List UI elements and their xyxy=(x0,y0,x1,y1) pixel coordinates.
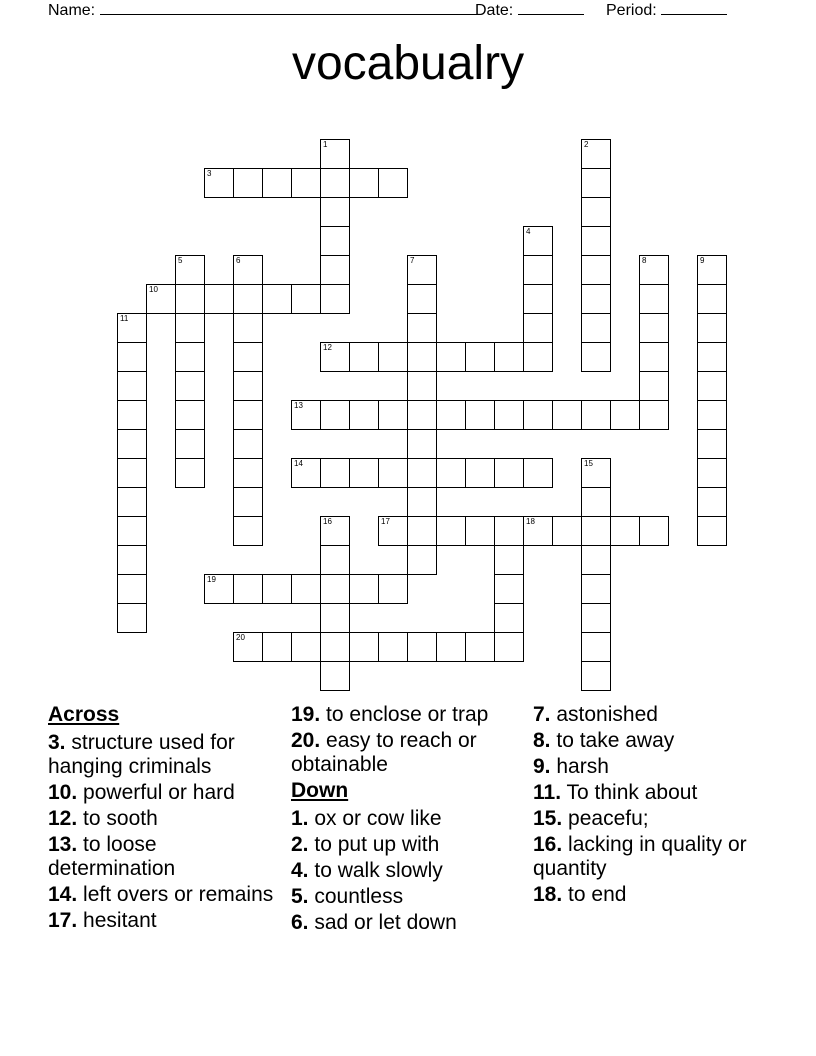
grid-cell[interactable] xyxy=(639,284,669,314)
clue-item-number: 18. xyxy=(533,883,563,906)
grid-cell[interactable] xyxy=(291,458,321,488)
grid-cell[interactable] xyxy=(494,400,524,430)
grid-cell[interactable] xyxy=(117,574,147,604)
grid-cell[interactable] xyxy=(581,574,611,604)
grid-cell[interactable] xyxy=(697,255,727,285)
grid-cell[interactable] xyxy=(697,342,727,372)
grid-cell[interactable] xyxy=(465,516,495,546)
grid-cell[interactable] xyxy=(233,516,263,546)
grid-cell[interactable] xyxy=(233,458,263,488)
clue-number-20: 20 xyxy=(236,633,245,642)
clue-item-number: 12. xyxy=(48,807,78,830)
grid-cell[interactable] xyxy=(320,284,350,314)
clue-item xyxy=(291,833,531,857)
grid-cell[interactable] xyxy=(204,574,234,604)
clue-item-text: harsh xyxy=(556,755,609,778)
grid-cell[interactable] xyxy=(320,516,350,546)
clue-item xyxy=(48,883,288,907)
clue-heading: Across xyxy=(48,703,120,726)
grid-cell[interactable] xyxy=(175,284,205,314)
period-blank[interactable] xyxy=(661,0,727,15)
clue-item xyxy=(48,833,288,881)
grid-cell[interactable] xyxy=(639,255,669,285)
grid-cell[interactable] xyxy=(233,313,263,343)
grid-cell[interactable] xyxy=(523,516,553,546)
grid-cell[interactable] xyxy=(320,632,350,662)
date-blank[interactable] xyxy=(518,0,584,15)
clue-number-19: 19 xyxy=(207,575,216,584)
grid-cell[interactable] xyxy=(320,168,350,198)
date-field[interactable] xyxy=(475,0,584,20)
clues-column-3 xyxy=(533,703,773,909)
name-field[interactable] xyxy=(48,0,480,20)
clue-item-number: 14. xyxy=(48,883,78,906)
grid-cell[interactable] xyxy=(523,313,553,343)
clue-item-number: 15. xyxy=(533,807,563,830)
clue-number-5: 5 xyxy=(178,256,183,265)
clue-item xyxy=(533,729,773,753)
grid-cell[interactable] xyxy=(494,342,524,372)
grid-cell[interactable] xyxy=(523,284,553,314)
clue-number-12: 12 xyxy=(323,343,332,352)
grid-cell[interactable] xyxy=(436,400,466,430)
grid-cell[interactable] xyxy=(349,400,379,430)
clue-item xyxy=(291,729,531,777)
clue-item xyxy=(533,807,773,831)
clue-item-number: 3. xyxy=(48,731,66,754)
clue-number-3: 3 xyxy=(207,169,212,178)
grid-cell[interactable] xyxy=(233,168,263,198)
clue-item-text: ox or cow like xyxy=(314,807,442,830)
grid-cell[interactable] xyxy=(552,400,582,430)
clue-item xyxy=(291,807,531,831)
grid-cell[interactable] xyxy=(117,458,147,488)
clue-number-7: 7 xyxy=(410,256,415,265)
grid-cell[interactable] xyxy=(320,574,350,604)
grid-cell[interactable] xyxy=(494,545,524,575)
grid-cell[interactable] xyxy=(407,400,437,430)
grid-cell[interactable] xyxy=(639,400,669,430)
clue-number-15: 15 xyxy=(584,459,593,468)
grid-cell[interactable] xyxy=(465,342,495,372)
grid-cell[interactable] xyxy=(378,516,408,546)
clue-item xyxy=(48,807,288,831)
clue-item xyxy=(291,885,531,909)
grid-cell[interactable] xyxy=(233,371,263,401)
grid-cell[interactable] xyxy=(117,603,147,633)
grid-cell[interactable] xyxy=(639,342,669,372)
clue-number-9: 9 xyxy=(700,256,705,265)
grid-cell[interactable] xyxy=(233,400,263,430)
grid-cell[interactable] xyxy=(291,632,321,662)
grid-cell[interactable] xyxy=(697,400,727,430)
grid-cell[interactable] xyxy=(465,400,495,430)
grid-cell[interactable] xyxy=(378,458,408,488)
grid-cell[interactable] xyxy=(523,342,553,372)
grid-cell[interactable] xyxy=(233,255,263,285)
grid-cell[interactable] xyxy=(581,226,611,256)
grid-cell[interactable] xyxy=(581,545,611,575)
clue-item-number: 1. xyxy=(291,807,309,830)
clue-item xyxy=(291,911,531,935)
grid-cell[interactable] xyxy=(204,284,234,314)
grid-cell[interactable] xyxy=(349,168,379,198)
clue-item-text: to enclose or trap xyxy=(326,703,489,726)
grid-cell[interactable] xyxy=(204,168,234,198)
grid-cell[interactable] xyxy=(407,371,437,401)
grid-cell[interactable] xyxy=(262,574,292,604)
grid-cell[interactable] xyxy=(552,516,582,546)
grid-cell[interactable] xyxy=(378,168,408,198)
grid-cell[interactable] xyxy=(175,371,205,401)
grid-cell[interactable] xyxy=(465,458,495,488)
grid-cell[interactable] xyxy=(697,487,727,517)
grid-cell[interactable] xyxy=(320,197,350,227)
grid-cell[interactable] xyxy=(523,255,553,285)
grid-cell[interactable] xyxy=(581,661,611,691)
grid-cell[interactable] xyxy=(117,487,147,517)
grid-cell[interactable] xyxy=(407,516,437,546)
grid-cell[interactable] xyxy=(494,632,524,662)
grid-cell[interactable] xyxy=(349,458,379,488)
grid-cell[interactable] xyxy=(378,632,408,662)
clue-number-17: 17 xyxy=(381,517,390,526)
clue-item-number: 6. xyxy=(291,911,309,934)
grid-cell[interactable] xyxy=(407,632,437,662)
grid-cell[interactable] xyxy=(581,168,611,198)
grid-cell[interactable] xyxy=(320,139,350,169)
grid-cell[interactable] xyxy=(117,429,147,459)
grid-cell[interactable] xyxy=(436,458,466,488)
worksheet-header xyxy=(48,0,748,22)
clue-item-text: left overs or remains xyxy=(83,883,274,906)
grid-cell[interactable] xyxy=(320,545,350,575)
grid-cell[interactable] xyxy=(175,458,205,488)
clue-number-2: 2 xyxy=(584,140,589,149)
grid-cell[interactable] xyxy=(436,632,466,662)
clue-number-4: 4 xyxy=(526,227,531,236)
grid-cell[interactable] xyxy=(146,284,176,314)
grid-cell[interactable] xyxy=(320,603,350,633)
clue-number-1: 1 xyxy=(323,140,328,149)
grid-cell[interactable] xyxy=(639,371,669,401)
period-label: Period: xyxy=(606,2,657,19)
clue-item xyxy=(48,909,288,933)
grid-cell[interactable] xyxy=(349,342,379,372)
grid-cell[interactable] xyxy=(581,197,611,227)
grid-cell[interactable] xyxy=(610,400,640,430)
clue-item xyxy=(533,833,773,881)
period-field[interactable] xyxy=(606,0,727,20)
grid-cell[interactable] xyxy=(494,516,524,546)
grid-cell[interactable] xyxy=(233,429,263,459)
clue-item-number: 11. xyxy=(533,781,562,804)
grid-cell[interactable] xyxy=(407,487,437,517)
grid-cell[interactable] xyxy=(320,400,350,430)
grid-cell[interactable] xyxy=(581,487,611,517)
grid-cell[interactable] xyxy=(697,429,727,459)
grid-cell[interactable] xyxy=(697,371,727,401)
grid-cell[interactable] xyxy=(117,342,147,372)
grid-cell[interactable] xyxy=(581,632,611,662)
grid-cell[interactable] xyxy=(320,226,350,256)
grid-cell[interactable] xyxy=(581,139,611,169)
grid-cell[interactable] xyxy=(436,516,466,546)
grid-cell[interactable] xyxy=(378,574,408,604)
grid-cell[interactable] xyxy=(639,516,669,546)
grid-cell[interactable] xyxy=(407,545,437,575)
grid-cell[interactable] xyxy=(581,284,611,314)
grid-cell[interactable] xyxy=(494,603,524,633)
grid-cell[interactable] xyxy=(581,603,611,633)
clue-number-16: 16 xyxy=(323,517,332,526)
grid-cell[interactable] xyxy=(117,371,147,401)
grid-cell[interactable] xyxy=(117,545,147,575)
clue-number-8: 8 xyxy=(642,256,647,265)
clue-item-number: 19. xyxy=(291,703,321,726)
grid-cell[interactable] xyxy=(436,342,466,372)
grid-cell[interactable] xyxy=(349,574,379,604)
grid-cell[interactable] xyxy=(407,342,437,372)
grid-cell[interactable] xyxy=(581,342,611,372)
clue-number-13: 13 xyxy=(294,401,303,410)
grid-cell[interactable] xyxy=(581,313,611,343)
grid-cell[interactable] xyxy=(175,313,205,343)
grid-cell[interactable] xyxy=(117,516,147,546)
clue-item-number: 8. xyxy=(533,729,551,752)
grid-cell[interactable] xyxy=(581,458,611,488)
clue-item xyxy=(291,703,531,727)
clue-item xyxy=(533,781,773,805)
clue-number-11: 11 xyxy=(120,314,129,323)
grid-cell[interactable] xyxy=(175,255,205,285)
grid-cell[interactable] xyxy=(291,168,321,198)
grid-cell[interactable] xyxy=(407,313,437,343)
clue-item-text: to put up with xyxy=(314,833,440,856)
clue-item-text: to walk slowly xyxy=(314,859,443,882)
grid-cell[interactable] xyxy=(697,313,727,343)
grid-cell[interactable] xyxy=(610,516,640,546)
clue-item-text: to sooth xyxy=(83,807,158,830)
clue-item-text: lacking in quality or quantity xyxy=(533,833,747,880)
clue-item-number: 17. xyxy=(48,909,78,932)
clue-item-number: 9. xyxy=(533,755,551,778)
grid-cell[interactable] xyxy=(117,313,147,343)
grid-cell[interactable] xyxy=(175,342,205,372)
grid-cell[interactable] xyxy=(320,661,350,691)
name-label: Name: xyxy=(48,2,96,19)
clue-item-number: 10. xyxy=(48,781,78,804)
name-blank[interactable] xyxy=(100,0,480,15)
clue-item xyxy=(533,755,773,779)
clue-item-number: 2. xyxy=(291,833,309,856)
clue-item-text: To think about xyxy=(566,781,698,804)
grid-cell[interactable] xyxy=(407,458,437,488)
date-label: Date: xyxy=(475,2,514,19)
grid-cell[interactable] xyxy=(320,458,350,488)
grid-cell[interactable] xyxy=(262,632,292,662)
grid-cell[interactable] xyxy=(233,487,263,517)
clue-item-text: sad or let down xyxy=(314,911,457,934)
clue-item-number: 7. xyxy=(533,703,551,726)
grid-cell[interactable] xyxy=(349,632,379,662)
clue-item xyxy=(291,859,531,883)
clues-column-1 xyxy=(48,703,288,935)
clue-item-text: structure used for hanging criminals xyxy=(48,731,235,778)
grid-cell[interactable] xyxy=(639,313,669,343)
grid-cell[interactable] xyxy=(697,516,727,546)
grid-cell[interactable] xyxy=(494,458,524,488)
clue-item-text: hesitant xyxy=(83,909,157,932)
clue-item-number: 20. xyxy=(291,729,321,752)
clue-item xyxy=(533,703,773,727)
grid-cell[interactable] xyxy=(378,400,408,430)
clue-item-text: easy to reach or obtainable xyxy=(291,729,477,776)
clue-item xyxy=(48,731,288,779)
grid-cell[interactable] xyxy=(581,516,611,546)
grid-cell[interactable] xyxy=(262,168,292,198)
grid-cell[interactable] xyxy=(465,632,495,662)
clue-item-text: astonished xyxy=(556,703,658,726)
grid-cell[interactable] xyxy=(407,284,437,314)
grid-cell[interactable] xyxy=(407,429,437,459)
grid-cell[interactable] xyxy=(378,342,408,372)
clue-item-number: 13. xyxy=(48,833,78,856)
grid-cell[interactable] xyxy=(523,400,553,430)
clue-number-10: 10 xyxy=(149,285,158,294)
clue-item-text: to take away xyxy=(556,729,675,752)
clue-item-text: countless xyxy=(314,885,404,908)
clue-number-14: 14 xyxy=(294,459,303,468)
grid-cell[interactable] xyxy=(117,400,147,430)
clue-item-text: peacefu; xyxy=(568,807,649,830)
grid-cell[interactable] xyxy=(697,458,727,488)
grid-cell[interactable] xyxy=(581,400,611,430)
clue-number-6: 6 xyxy=(236,256,241,265)
grid-cell[interactable] xyxy=(697,284,727,314)
grid-cell[interactable] xyxy=(233,284,263,314)
grid-cell[interactable] xyxy=(320,342,350,372)
clues-column-2 xyxy=(291,703,531,937)
clue-item-number: 4. xyxy=(291,859,309,882)
clue-item-number: 5. xyxy=(291,885,309,908)
grid-cell[interactable] xyxy=(262,284,292,314)
grid-cell[interactable] xyxy=(175,429,205,459)
clue-item-text: powerful or hard xyxy=(83,781,235,804)
grid-cell[interactable] xyxy=(494,574,524,604)
grid-cell[interactable] xyxy=(523,226,553,256)
grid-cell[interactable] xyxy=(175,400,205,430)
grid-cell[interactable] xyxy=(233,574,263,604)
grid-cell[interactable] xyxy=(291,574,321,604)
clue-item-text: to loose determination xyxy=(48,833,176,880)
grid-cell[interactable] xyxy=(233,632,263,662)
puzzle-title: vocabualry xyxy=(291,37,525,90)
grid-cell[interactable] xyxy=(581,255,611,285)
clue-item-text: to end xyxy=(568,883,627,906)
grid-cell[interactable] xyxy=(407,255,437,285)
clue-heading: Down xyxy=(291,779,349,802)
clue-item-number: 16. xyxy=(533,833,563,856)
clue-item xyxy=(533,883,773,907)
clue-item xyxy=(48,781,288,805)
grid-cell[interactable] xyxy=(291,284,321,314)
grid-cell[interactable] xyxy=(523,458,553,488)
grid-cell[interactable] xyxy=(320,255,350,285)
grid-cell[interactable] xyxy=(291,400,321,430)
clue-number-18: 18 xyxy=(526,517,535,526)
grid-cell[interactable] xyxy=(233,342,263,372)
